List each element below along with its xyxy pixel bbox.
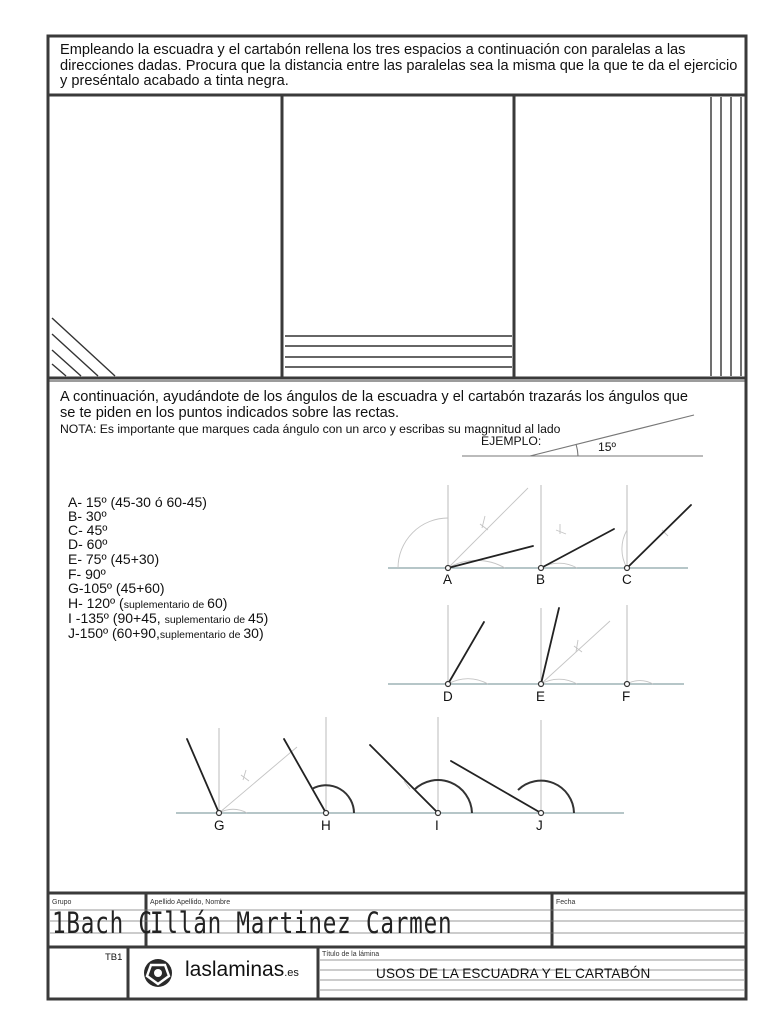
section2-instructions-line2: se te piden en los puntos indicados sobre las rectas. — [60, 405, 400, 421]
point-label-h: H — [321, 818, 331, 833]
titulo-value: USOS DE LA ESCUADRA Y EL CARTABÓN — [376, 966, 651, 981]
point-label-i: I — [435, 818, 439, 833]
tb-label: TB1 — [105, 952, 123, 963]
angle-item-b: B- 30º — [68, 508, 107, 524]
angle-item-d: D- 60º — [68, 536, 108, 552]
panel2-horizontal-lines — [285, 336, 512, 367]
angle-item-c: C- 45º — [68, 522, 108, 538]
points — [217, 566, 630, 816]
angle-item-e: E- 75º (45+30) — [68, 551, 160, 567]
grupo-value: 1Bach C — [52, 906, 153, 940]
logo-wordmark — [185, 958, 299, 982]
point-label-j: J — [536, 818, 543, 833]
nombre-caption: Apellido Apellido, Nombre — [150, 899, 231, 906]
logo-text: laslaminas — [185, 958, 285, 981]
angle-item-f: F- 90º — [68, 566, 106, 582]
grupo-caption: Grupo — [52, 899, 72, 906]
panel1-diagonal-lines — [52, 318, 115, 376]
titulo-caption: Título de la lámina — [322, 951, 380, 958]
angle-item-a: A- 15º (45-30 ó 60-45) — [68, 494, 207, 510]
nombre-value: Illán Martinez Carmen — [150, 906, 453, 940]
fecha-caption: Fecha — [556, 899, 576, 906]
nota-text: NOTA: Es importante que marques cada ángulo con un arco y escribas su magnnitud al lado — [60, 422, 561, 436]
angle-item-h: H- 120º (suplementario de 60) — [68, 595, 228, 611]
angle-rays — [187, 505, 691, 813]
ejemplo-label: EJEMPLO: — [481, 434, 542, 448]
point-label-b: B — [536, 572, 546, 587]
point-label-e: E — [536, 689, 546, 704]
panel3-vertical-lines — [711, 97, 741, 376]
section2-instructions-line1: A continuación, ayudándote de los ángulos de la escuadra y el cartabón trazarás los ángulos que — [60, 389, 688, 405]
ejemplo-angle-label: 15º — [598, 440, 617, 454]
point-label-a: A — [443, 572, 453, 587]
angle-item-j: J-150º (60+90,suplementario de 30) — [68, 625, 264, 641]
point-label-d: D — [443, 689, 453, 704]
angle-item-i: I -135º (90+45, suplementario de 45) — [68, 610, 269, 626]
point-label-g: G — [214, 818, 225, 833]
exercise-instructions: Empleando la escuadra y el cartabón rellena los tres espacios a continuación con paralelas a las direcciones dadas. Procura que la distancia entre las paralelas sea la misma que la que te da el ejercicio y preséntalo acabado a tinta negra. — [60, 42, 738, 89]
point-label-c: C — [622, 572, 632, 587]
point-label-f: F — [622, 689, 631, 704]
logo-suffix: .es — [284, 967, 299, 979]
laslaminas-logo-icon — [144, 959, 172, 987]
angle-item-g: G-105º (45+60) — [68, 580, 165, 596]
